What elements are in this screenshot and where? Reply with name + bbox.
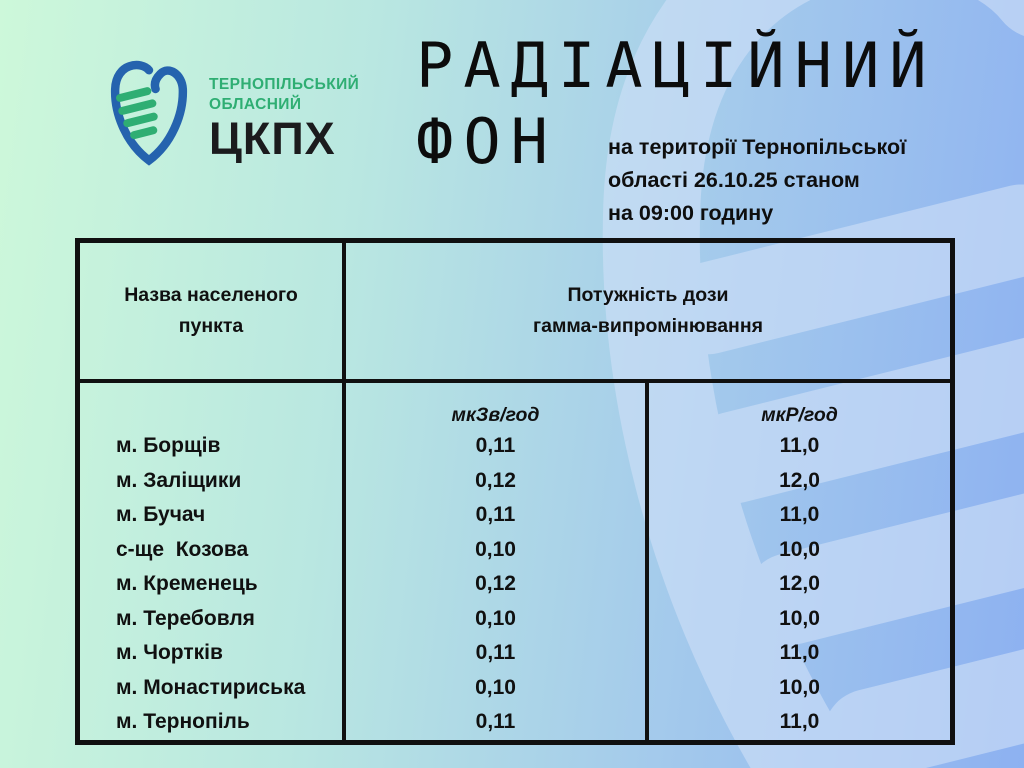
dose-header-line2: гамма-випромінювання <box>532 315 763 337</box>
page-title-line2: ФОН <box>416 105 558 178</box>
settlement-cell: м. Теребовля <box>116 606 255 630</box>
ur-value-cell: 10,0 <box>779 606 820 630</box>
usv-value-cell: 0,11 <box>475 641 516 665</box>
settlement-cell: м. Борщів <box>116 434 221 458</box>
org-name-line2: ОБЛАСНИЙ <box>209 95 302 113</box>
ur-value-cell: 11,0 <box>779 710 820 734</box>
ur-value-cell: 11,0 <box>779 434 820 458</box>
usv-value-cell: 0,10 <box>475 675 516 699</box>
microroentgen-unit-label: мкР/год <box>761 404 838 426</box>
ur-value-cell: 12,0 <box>779 572 820 596</box>
microroentgen-column <box>649 383 950 741</box>
settlement-cell: м. Чортків <box>116 641 223 665</box>
usv-value-cell: 0,11 <box>475 710 516 734</box>
page-title-line1: РАДІАЦІЙНИЙ <box>416 29 937 102</box>
ur-value-cell: 11,0 <box>779 641 820 665</box>
table-header-dose <box>346 243 950 379</box>
ur-value-cell: 11,0 <box>779 503 820 527</box>
table-header-row <box>80 243 950 383</box>
settlement-cell: м. Монастириська <box>116 675 306 699</box>
microsievert-column <box>346 383 649 741</box>
settlement-header-line1: Назва населеного <box>124 284 298 306</box>
dose-header-line1: Потужність дози <box>567 284 729 306</box>
subtitle-line2: області 26.10.25 станом <box>608 168 860 192</box>
settlement-units-spacer <box>116 383 342 429</box>
ur-value-cell: 10,0 <box>779 675 820 699</box>
page-subtitle <box>608 131 906 230</box>
shield-heart-icon <box>102 58 196 171</box>
settlement-header-line2: пункта <box>178 315 244 337</box>
ur-value-cell: 12,0 <box>779 468 820 492</box>
org-logo <box>102 58 359 171</box>
settlement-column <box>80 383 346 741</box>
usv-value-cell: 0,11 <box>475 503 516 527</box>
subtitle-line1: на території Тернопільської <box>608 135 907 159</box>
table-header-settlement <box>80 243 346 379</box>
settlement-cell: м. Тернопіль <box>116 710 250 734</box>
ur-value-cell: 10,0 <box>779 537 820 561</box>
settlement-cell: м. Заліщики <box>116 468 242 492</box>
org-name-line1: ТЕРНОПІЛЬСЬКИЙ <box>209 76 360 93</box>
table-body <box>80 383 950 741</box>
settlement-cell: с-ще Козова <box>116 537 249 561</box>
radiation-table <box>75 238 955 745</box>
microsievert-unit-label: мкЗв/год <box>451 404 540 426</box>
org-abbreviation: ЦКПХ <box>209 113 336 164</box>
subtitle-line3: на 09:00 годину <box>608 201 774 225</box>
usv-value-cell: 0,12 <box>475 572 516 596</box>
org-logo-text <box>209 58 359 171</box>
usv-value-cell: 0,11 <box>475 434 516 458</box>
usv-value-cell: 0,10 <box>475 537 516 561</box>
usv-value-cell: 0,10 <box>475 606 516 630</box>
usv-value-cell: 0,12 <box>475 468 516 492</box>
settlement-cell: м. Бучач <box>116 503 206 527</box>
settlement-cell: м. Кременець <box>116 572 258 596</box>
